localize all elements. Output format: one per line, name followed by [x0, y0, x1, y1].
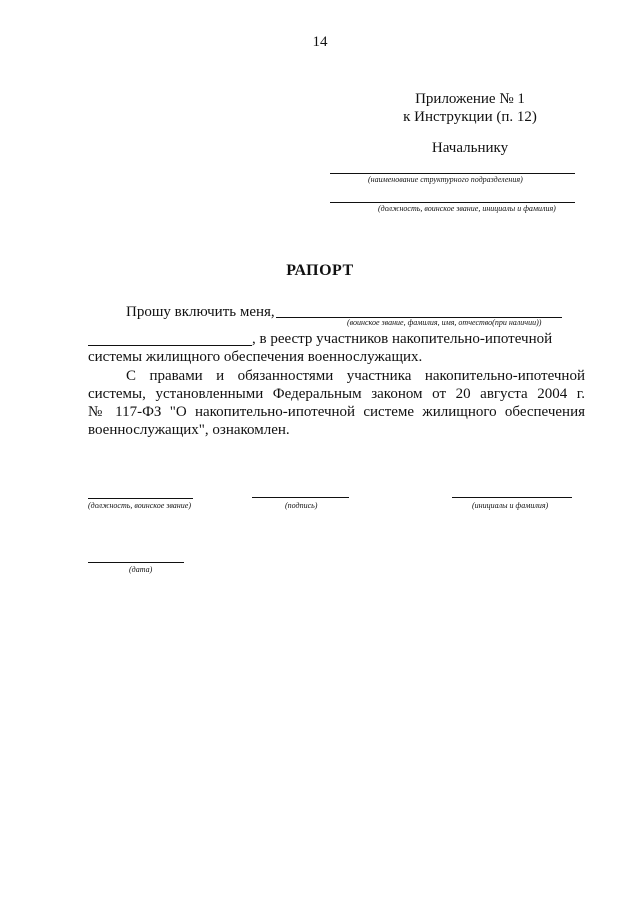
position-caption: (должность, воинское звание, инициалы и фамилия)	[378, 204, 556, 213]
signature-caption: (подпись)	[285, 501, 318, 510]
initials-caption: (инициалы и фамилия)	[472, 501, 549, 510]
signature-line	[252, 497, 349, 498]
signer-position-caption: (должность, воинское звание)	[88, 501, 191, 510]
name-continuation-line	[88, 345, 252, 346]
unit-name-caption: (наименование структурного подразделения)	[368, 175, 523, 184]
signer-position-line	[88, 498, 193, 499]
appendix-line-2: к Инструкции (п. 12)	[403, 109, 537, 125]
unit-name-line	[330, 173, 575, 174]
request-line-3: системы жилищного обеспечения военнослужащих.	[88, 349, 423, 365]
paragraph-2-line-2: системы, установленными Федеральным законом от 20 августа 2004 г.	[88, 386, 585, 402]
initials-line	[452, 497, 572, 498]
date-caption: (дата)	[129, 565, 153, 574]
position-line	[330, 202, 575, 203]
appendix-reference	[360, 90, 580, 126]
request-line-2: , в реестр участников накопительно-ипотечной	[252, 331, 553, 347]
date-line	[88, 562, 184, 563]
addressee-title: Начальнику	[431, 140, 509, 156]
name-caption: (воинское звание, фамилия, имя, отчество(при наличии))	[347, 318, 542, 327]
paragraph-2-line-4: военнослужащих", ознакомлен.	[88, 422, 290, 438]
request-prefix: Прошу включить меня,	[126, 304, 275, 320]
page-number: 14	[312, 34, 328, 50]
document-title: РАПОРТ	[286, 262, 354, 279]
paragraph-2-line-3: № 117-ФЗ "О накопительно-ипотечной системе жилищного обеспечения	[88, 404, 585, 420]
appendix-line-1: Приложение № 1	[415, 91, 525, 107]
paragraph-2-line-1: С правами и обязанностями участника накопительно-ипотечной	[126, 368, 585, 384]
